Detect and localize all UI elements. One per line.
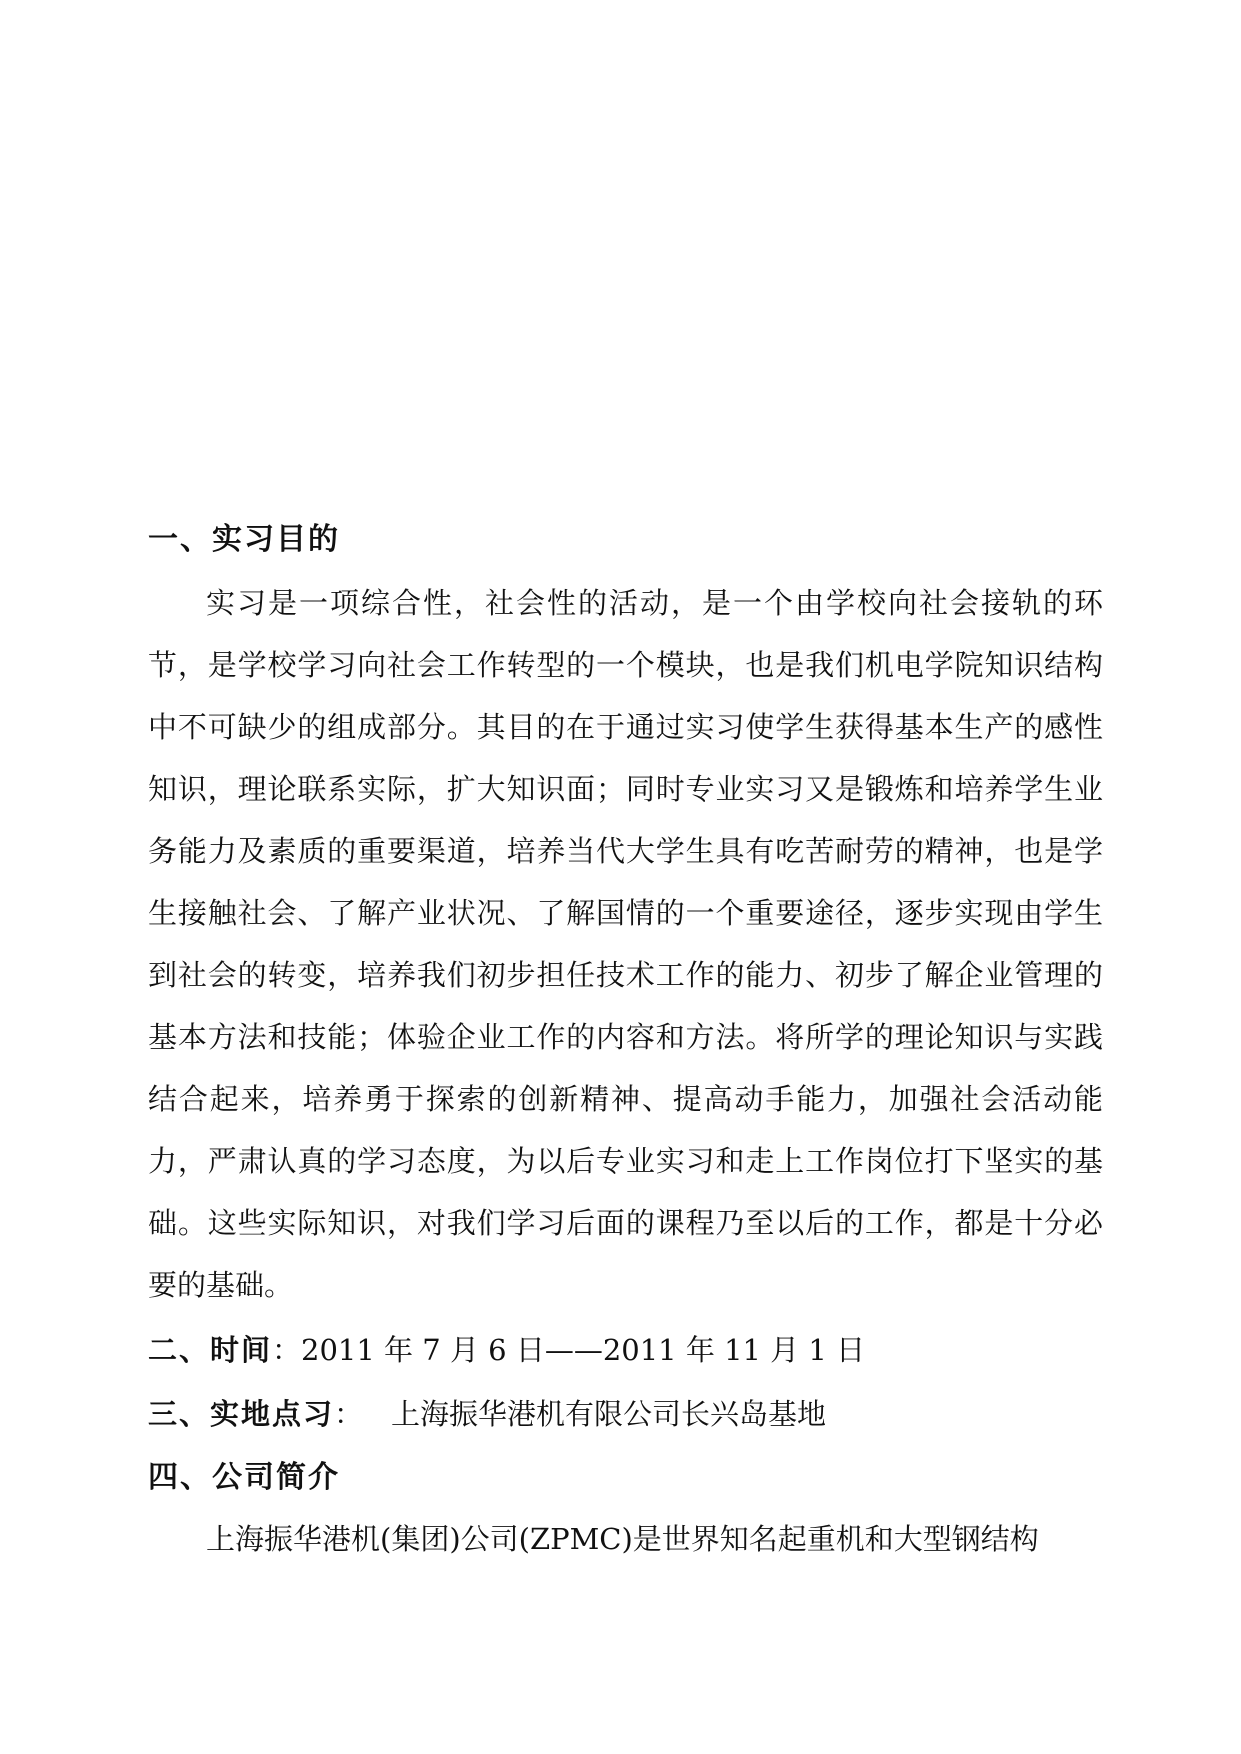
time-separator: ： bbox=[272, 1333, 302, 1367]
time-label: 二、时间 bbox=[148, 1333, 273, 1367]
location-separator: ： bbox=[334, 1397, 364, 1431]
paragraph-company-intro: 上海振华港机(集团)公司(ZPMC)是世界知名起重机和大型钢结构 bbox=[206, 1522, 1039, 1556]
info-line-location bbox=[148, 1394, 1103, 1434]
document-content bbox=[148, 520, 1103, 1570]
info-line-time bbox=[148, 1330, 1103, 1370]
section-heading-internship-purpose: 一、实习目的 bbox=[148, 522, 340, 557]
section-heading-company-intro: 四、公司简介 bbox=[148, 1460, 340, 1495]
location-label: 三、实地点习 bbox=[148, 1397, 335, 1431]
time-value: 2011 年 7 月 6 日——2011 年 11 月 1 日 bbox=[301, 1333, 866, 1367]
location-value: 上海振华港机有限公司长兴岛基地 bbox=[391, 1397, 827, 1431]
paragraph-internship-purpose: 实习是一项综合性，社会性的活动，是一个由学校向社会接轨的环节，是学校学习向社会工作转型的一个模块，也是我们机电学院知识结构中不可缺少的组成部分。其目的在于通过实习使学生获得基本生产的感性知识，理论联系实际，扩大知识面；同时专业实习又是锻炼和培养学生业务能力及素质的重要渠道，培养当代大学生具有吃苦耐劳的精神，也是学生接触社会、了解产业状况、了解国情的一个重要途径，逐步实现由学生到社会的转变，培养我们初步担任技术工作的能力、初步了解企业管理的基本方法和技能；体验企业工作的内容和方法。将所学的理论知识与实践结合起来，培养勇于探索的创新精神、提高动手能力，加强社会活动能力，严肃认真的学习态度，为以后专业实习和走上工作岗位打下坚实的基础。这些实际知识，对我们学习后面的课程乃至以后的工作，都是十分必要的基础。 bbox=[148, 586, 1103, 1302]
